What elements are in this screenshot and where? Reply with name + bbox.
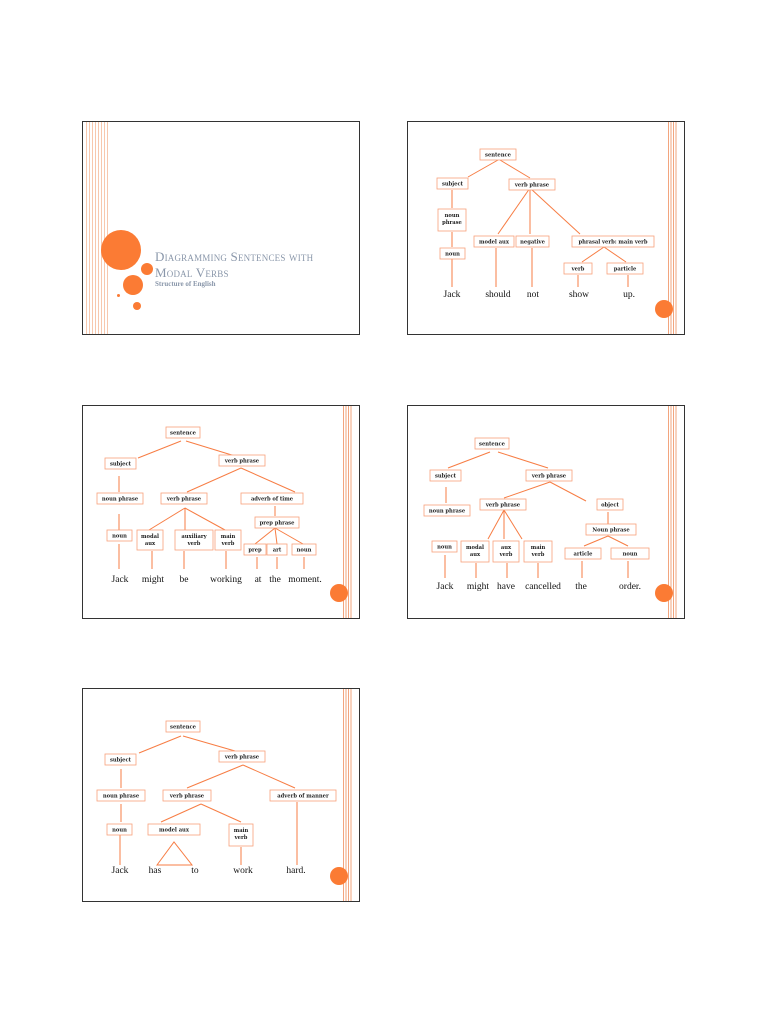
- word-have: have: [497, 582, 515, 592]
- svg-text:mainverb: main verb: [233, 828, 249, 841]
- node-verb-phrase: [219, 751, 265, 762]
- node-verb: [564, 263, 592, 274]
- presentation-title: Diagramming Sentences with Modal Verbs: [155, 249, 314, 280]
- svg-text:verb phrase: verb phrase: [224, 458, 260, 465]
- svg-text:adverb of time: adverb of time: [250, 496, 294, 503]
- svg-text:subject: subject: [109, 757, 132, 764]
- svg-text:negative: negative: [520, 239, 545, 246]
- svg-text:modalaux: modal aux: [466, 545, 484, 558]
- svg-text:mainverb: main verb: [220, 534, 236, 547]
- word-show: show: [568, 290, 590, 300]
- svg-text:noun: noun: [445, 251, 460, 258]
- node-object: [597, 499, 623, 510]
- node-main-verb: [215, 530, 241, 550]
- svg-text:auxverb: aux verb: [499, 545, 513, 558]
- node-main-verb: [524, 541, 552, 562]
- word-to: to: [191, 866, 199, 876]
- node-art: [267, 544, 287, 555]
- word-should: should: [485, 290, 511, 300]
- svg-text:phrasal verb: main verb: phrasal verb: main verb: [578, 239, 648, 246]
- svg-text:verb phrase: verb phrase: [531, 473, 567, 480]
- svg-text:noun phrase: noun phrase: [101, 496, 139, 503]
- node-prep: [244, 544, 266, 555]
- node-model-aux: [474, 236, 514, 247]
- svg-text:mainverb: main verb: [530, 545, 546, 558]
- svg-text:verb phrase: verb phrase: [169, 793, 205, 800]
- svg-text:verb phrase: verb phrase: [166, 496, 202, 503]
- word-jack: Jack: [111, 575, 129, 585]
- node-sentence: [166, 427, 200, 438]
- node-noun: [107, 824, 132, 835]
- word-jack: Jack: [443, 290, 461, 300]
- word-the: the: [269, 575, 281, 585]
- node-phrasal-verb: [572, 236, 654, 247]
- word-moment: moment.: [288, 575, 322, 585]
- svg-text:noun phrase: noun phrase: [102, 793, 140, 800]
- node-sentence: [480, 149, 516, 160]
- svg-text:noun phrase: noun phrase: [428, 508, 466, 515]
- sentence-tree: [83, 689, 360, 902]
- node-noun-phrase: [438, 209, 466, 231]
- node-verb-phrase-2: [161, 493, 207, 504]
- slide-title: [82, 121, 360, 335]
- node-noun: [440, 248, 465, 259]
- node-noun-phrase: [97, 790, 145, 801]
- svg-text:art: art: [272, 547, 282, 554]
- word-order: order.: [619, 582, 641, 592]
- presentation-subtitle: Structure of English: [155, 280, 216, 288]
- svg-text:sentence: sentence: [170, 430, 196, 437]
- sentence-tree: [83, 406, 360, 619]
- word-be: be: [179, 575, 189, 585]
- svg-text:prep: prep: [248, 547, 262, 554]
- slide-diagram-should-not: [407, 121, 685, 335]
- word-working: working: [210, 575, 242, 585]
- node-adverb-of-manner: [270, 790, 336, 801]
- node-subject: [105, 754, 136, 765]
- sentence-tree: [408, 122, 685, 335]
- node-verb-phrase-2: [480, 499, 526, 510]
- svg-text:prep phrase: prep phrase: [259, 520, 295, 527]
- word-not: not: [526, 290, 540, 300]
- node-noun-phrase: [97, 493, 143, 504]
- node-noun-2: [611, 548, 649, 559]
- decorative-circle: [123, 275, 143, 295]
- word-cancelled: cancelled: [525, 582, 561, 592]
- word-the: the: [575, 582, 587, 592]
- word-work: work: [233, 866, 253, 876]
- node-subject: [105, 458, 136, 469]
- svg-text:noun: noun: [437, 544, 452, 551]
- node-verb-phrase: [526, 470, 572, 481]
- svg-text:subject: subject: [441, 181, 464, 188]
- node-noun: [432, 541, 457, 552]
- svg-text:adverb of manner: adverb of manner: [277, 793, 329, 800]
- slide-diagram-has-to-work: [82, 688, 360, 902]
- svg-text:object: object: [601, 502, 619, 509]
- svg-text:article: article: [573, 551, 593, 558]
- decorative-stripes: [86, 122, 108, 334]
- word-might: might: [141, 575, 165, 585]
- decorative-circle: [133, 302, 141, 310]
- svg-text:sentence: sentence: [485, 152, 511, 159]
- node-verb-phrase: [219, 455, 265, 466]
- node-modal-aux: [137, 530, 163, 550]
- svg-text:subject: subject: [109, 461, 132, 468]
- node-noun-phrase-2: [586, 524, 636, 535]
- svg-text:modalaux: modal aux: [141, 534, 159, 547]
- word-might: might: [466, 582, 490, 592]
- svg-text:sentence: sentence: [170, 724, 196, 731]
- slide-diagram-might-have-cancelled: [407, 405, 685, 619]
- node-subject: [430, 470, 461, 481]
- svg-text:noun: noun: [112, 827, 127, 834]
- node-noun-2: [292, 544, 316, 555]
- svg-text:noun: noun: [622, 551, 638, 558]
- svg-text:sentence: sentence: [479, 441, 505, 448]
- node-subject: [437, 178, 468, 189]
- word-up: up.: [623, 290, 635, 300]
- word-jack: Jack: [111, 866, 129, 876]
- slide-diagram-might-be-working: [82, 405, 360, 619]
- node-noun: [107, 530, 132, 541]
- word-has: has: [148, 866, 162, 876]
- node-prep-phrase: [255, 517, 299, 528]
- node-noun-phrase: [424, 505, 470, 516]
- svg-text:verb phrase: verb phrase: [224, 754, 260, 761]
- node-particle: [607, 263, 643, 274]
- node-model-aux: [148, 824, 200, 835]
- node-aux-verb: [493, 541, 519, 562]
- svg-text:auxiliaryverb: auxiliary verb: [181, 534, 207, 547]
- svg-text:Noun phrase: Noun phrase: [592, 527, 630, 534]
- node-negative: [516, 236, 549, 247]
- svg-text:verb: verb: [571, 266, 585, 273]
- sentence-tree: [408, 406, 685, 619]
- svg-text:particle: particle: [613, 266, 637, 273]
- node-verb-phrase-2: [163, 790, 211, 801]
- decorative-circle: [117, 294, 120, 297]
- word-hard: hard.: [286, 866, 306, 876]
- svg-text:verb phrase: verb phrase: [485, 502, 521, 509]
- decorative-circle: [101, 230, 141, 270]
- svg-text:noun: noun: [112, 533, 127, 540]
- word-jack: Jack: [436, 582, 454, 592]
- word-at: at: [254, 575, 262, 585]
- svg-text:nounphrase: noun phrase: [442, 213, 462, 226]
- svg-text:subject: subject: [434, 473, 457, 480]
- node-sentence: [475, 438, 509, 449]
- node-auxiliary-verb: [175, 530, 213, 550]
- node-verb-phrase: [509, 179, 555, 190]
- svg-text:model aux: model aux: [159, 827, 189, 834]
- node-sentence: [166, 721, 200, 732]
- node-main-verb: [229, 824, 253, 846]
- svg-text:verb phrase: verb phrase: [514, 182, 550, 189]
- decorative-circle: [141, 263, 153, 275]
- svg-text:model aux: model aux: [479, 239, 509, 246]
- svg-text:noun: noun: [296, 547, 312, 554]
- node-modal-aux: [461, 541, 489, 562]
- node-adverb-of-time: [241, 493, 303, 504]
- node-article: [565, 548, 601, 559]
